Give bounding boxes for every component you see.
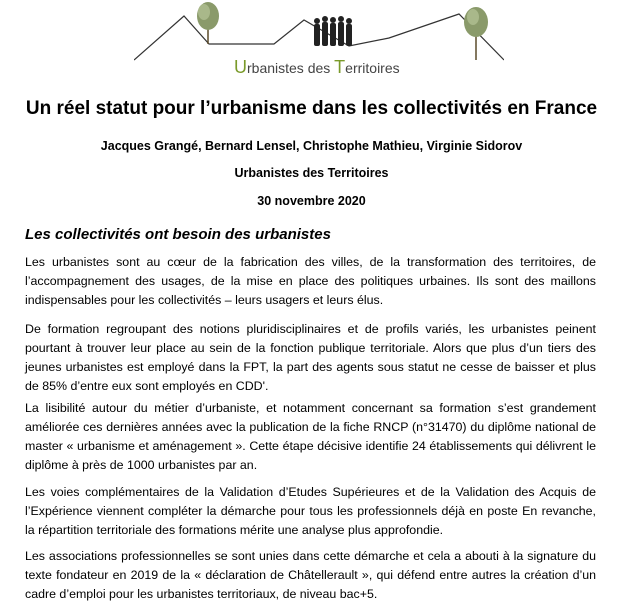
paragraph: Les voies complémentaires de la Validation d’Etudes Supérieures et de la Validation des Acquis de l’Expérience viennent compléter la démarche pour tous les professionnels déjà en poste En revanche, la répartition territoriale des formations mérite une analyse plus approfondie. bbox=[25, 485, 596, 537]
paragraph: Les associations professionnelles se sont unies dans cette démarche et cela a abouti à la signature du texte fondateur en 2019 de la « déclaration de Châtellerault », qui défend entre autres la création d’un cadre d’emploi pour les urbanistes territoriaux, de niveau bac+5. bbox=[25, 549, 596, 601]
right-tree-icon bbox=[464, 7, 488, 60]
organization-line: Urbanistes des Territoires bbox=[234, 166, 389, 180]
paragraph: Les urbanistes sont au cœur de la fabrication des villes, de la transformation des territoires, de l’accompagnement des usages, de la mise en place des politiques urbaines. Ils sont des maillons indispensables pour les collectivités – leurs usagers et leurs élus. bbox=[25, 255, 596, 307]
left-tree-icon bbox=[197, 2, 219, 44]
logo-text bbox=[234, 57, 400, 78]
paragraph: La lisibilité autour du métier d’urbaniste, et notamment concernant sa formation s’est grandement améliorée ces dernières années avec la publication de la fiche RNCP (n°31470) du diplôme national de master « urbanisme et aménagement ». Cette étape décisive identifie 24 établissements qui délivrent le diplôme à près de 1000 urbanistes par an. bbox=[25, 401, 596, 472]
people-silhouette-icon bbox=[314, 16, 352, 46]
logo-word-erritoires: erritoires bbox=[345, 60, 400, 76]
document-title: Un réel statut pour l’urbanisme dans les collectivités en France bbox=[25, 98, 598, 119]
logo-word-rbanistes: rbanistes des bbox=[247, 60, 335, 76]
authors-line: Jacques Grangé, Bernard Lensel, Christophe Mathieu, Virginie Sidorov bbox=[100, 139, 523, 153]
logo-letter-u: U bbox=[234, 57, 247, 77]
paragraph: De formation regroupant des notions pluridisciplinaires et de profils variés, les urbanistes peinent pourtant à trouver leur place au sein de la fonction publique territoriale. Alors que plus d’un tiers des jeunes urbanistes est employé dans la FPT, la part des agents sous statut ne cesse de baisser et plus de 85% d’entre eux sont employés en CDD'. bbox=[25, 322, 596, 393]
section-heading: Les collectivités ont besoin des urbanistes bbox=[25, 226, 331, 243]
logo-letter-t: T bbox=[334, 57, 346, 77]
date-line: 30 novembre 2020 bbox=[257, 194, 366, 208]
